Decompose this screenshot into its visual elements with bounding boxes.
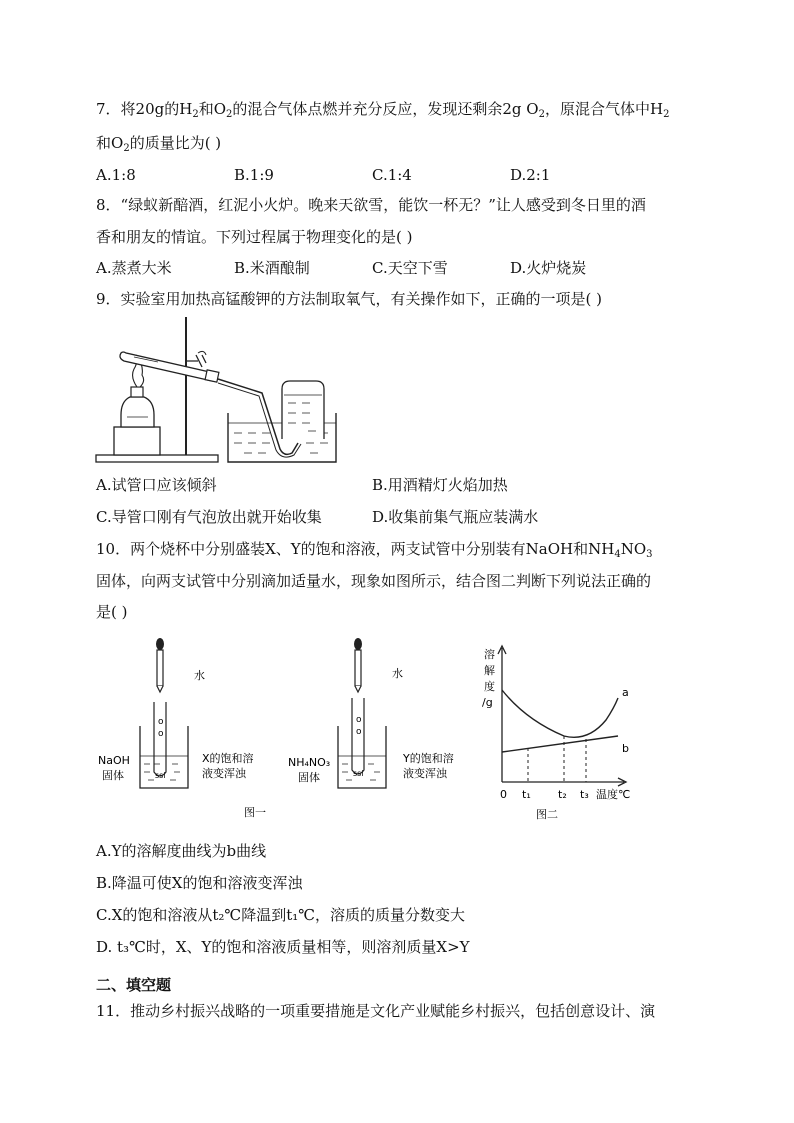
curve-b: [502, 736, 618, 752]
q11-stem-line1: 11．推动乡村振兴战略的一项重要措施是文化产业赋能乡村振兴，包括创意设计、演: [96, 1002, 656, 1020]
q10-stem-line3: 是( ): [96, 603, 128, 621]
q7-option-d: D.2:1: [510, 166, 551, 184]
ylabel-char-1: 溶: [484, 648, 495, 661]
y-label-1: Y的饱和溶: [403, 752, 454, 765]
q10-stem-line2: 固体，向两支试管中分别滴加适量水，现象如图所示，结合图二判断下列说法正确的: [96, 572, 652, 590]
y-label-2: 液变浑浊: [403, 767, 447, 780]
q8-option-a: A.蒸煮大米: [96, 259, 172, 277]
origin-label: 0: [500, 788, 507, 801]
water-label-right: 水: [392, 667, 403, 680]
q9-stem: 9．实验室用加热高锰酸钾的方法制取氧气，有关操作如下，正确的一项是( ): [96, 290, 603, 308]
ylabel-char-3: 度: [484, 680, 495, 693]
q8-stem-line1: 8．“绿蚁新醅酒，红泥小火炉。晚来天欲雪，能饮一杯无？”让人感受到冬日里的酒: [96, 196, 646, 214]
q10-option-b: B.降温可使X的饱和溶液变浑浊: [96, 874, 303, 892]
q8-option-b: B.米酒酿制: [234, 259, 310, 277]
svg-text:o: o: [356, 715, 362, 725]
svg-text:o: o: [158, 729, 164, 739]
q7-stem-line2: 和$O_2$的质量比为( ): [96, 134, 222, 154]
nh4no3-label: NH₄NO₃: [288, 756, 331, 769]
q9-option-c: C.导管口刚有气泡放出就开始收集: [96, 508, 322, 526]
water-label-left: 水: [194, 669, 205, 682]
svg-text:o: o: [356, 727, 362, 737]
ylabel-char-4: /g: [482, 696, 493, 709]
x-label-1: X的饱和溶: [202, 752, 254, 765]
q10-figure-2-solubility-graph: [478, 640, 654, 830]
q7-option-c: C.1:4: [372, 166, 412, 184]
q8-option-c: C.天空下雪: [372, 259, 448, 277]
naoh-label: NaOH: [98, 754, 130, 767]
q10-figure-1: [92, 632, 482, 827]
tick-t2: t₂: [558, 788, 567, 801]
figure-2-caption: 图二: [536, 808, 558, 821]
svg-text:ssi: ssi: [353, 769, 364, 778]
q10-option-c: C.X的饱和溶液从t₂℃降温到t₁℃，溶质的质量分数变大: [96, 906, 466, 924]
curve-b-label: b: [622, 742, 629, 755]
q10-option-a: A.Y的溶解度曲线为b曲线: [96, 842, 267, 860]
q9-apparatus-figure: [94, 315, 344, 467]
q10-stem-line1: 10．两个烧杯中分别盛装X、Y的饱和溶液，两支试管中分别装有NaOH和$NH_4NO_3$: [96, 540, 653, 560]
q7-stem-line1: 7．将20g的$H_2$和$O_2$的混合气体点燃并充分反应，发现还剩余2g $O_2$，原混合气体中$H_2$: [96, 100, 670, 120]
svg-text:ssi: ssi: [155, 771, 166, 780]
curve-a: [502, 690, 618, 737]
dropper-right: [354, 638, 362, 692]
q9-option-a: A.试管口应该倾斜: [96, 476, 217, 494]
ylabel-char-2: 解: [484, 664, 495, 677]
tick-t3: t₃: [580, 788, 589, 801]
dropper-left: [156, 638, 164, 692]
section-2-title: 二、填空题: [96, 976, 172, 994]
q10-option-d: D. t₃℃时，X、Y的饱和溶液质量相等，则溶剂质量X>Y: [96, 938, 470, 956]
q7-option-a: A.1:8: [96, 166, 136, 184]
svg-text:o: o: [158, 717, 164, 727]
naoh-solid-label: 固体: [102, 769, 124, 782]
nh4no3-solid-label: 固体: [298, 771, 320, 784]
q8-stem-line2: 香和朋友的情谊。下列过程属于物理变化的是( ): [96, 228, 413, 246]
curve-a-label: a: [622, 686, 629, 699]
x-label-2: 液变浑浊: [202, 767, 246, 780]
q9-option-d: D.收集前集气瓶应装满水: [372, 508, 539, 526]
q9-option-b: B.用酒精灯火焰加热: [372, 476, 508, 494]
tick-t1: t₁: [522, 788, 531, 801]
figure-1-caption: 图一: [244, 806, 266, 819]
q7-option-b: B.1:9: [234, 166, 274, 184]
q8-option-d: D.火炉烧炭: [510, 259, 587, 277]
x-axis-label: 温度℃: [596, 788, 631, 801]
